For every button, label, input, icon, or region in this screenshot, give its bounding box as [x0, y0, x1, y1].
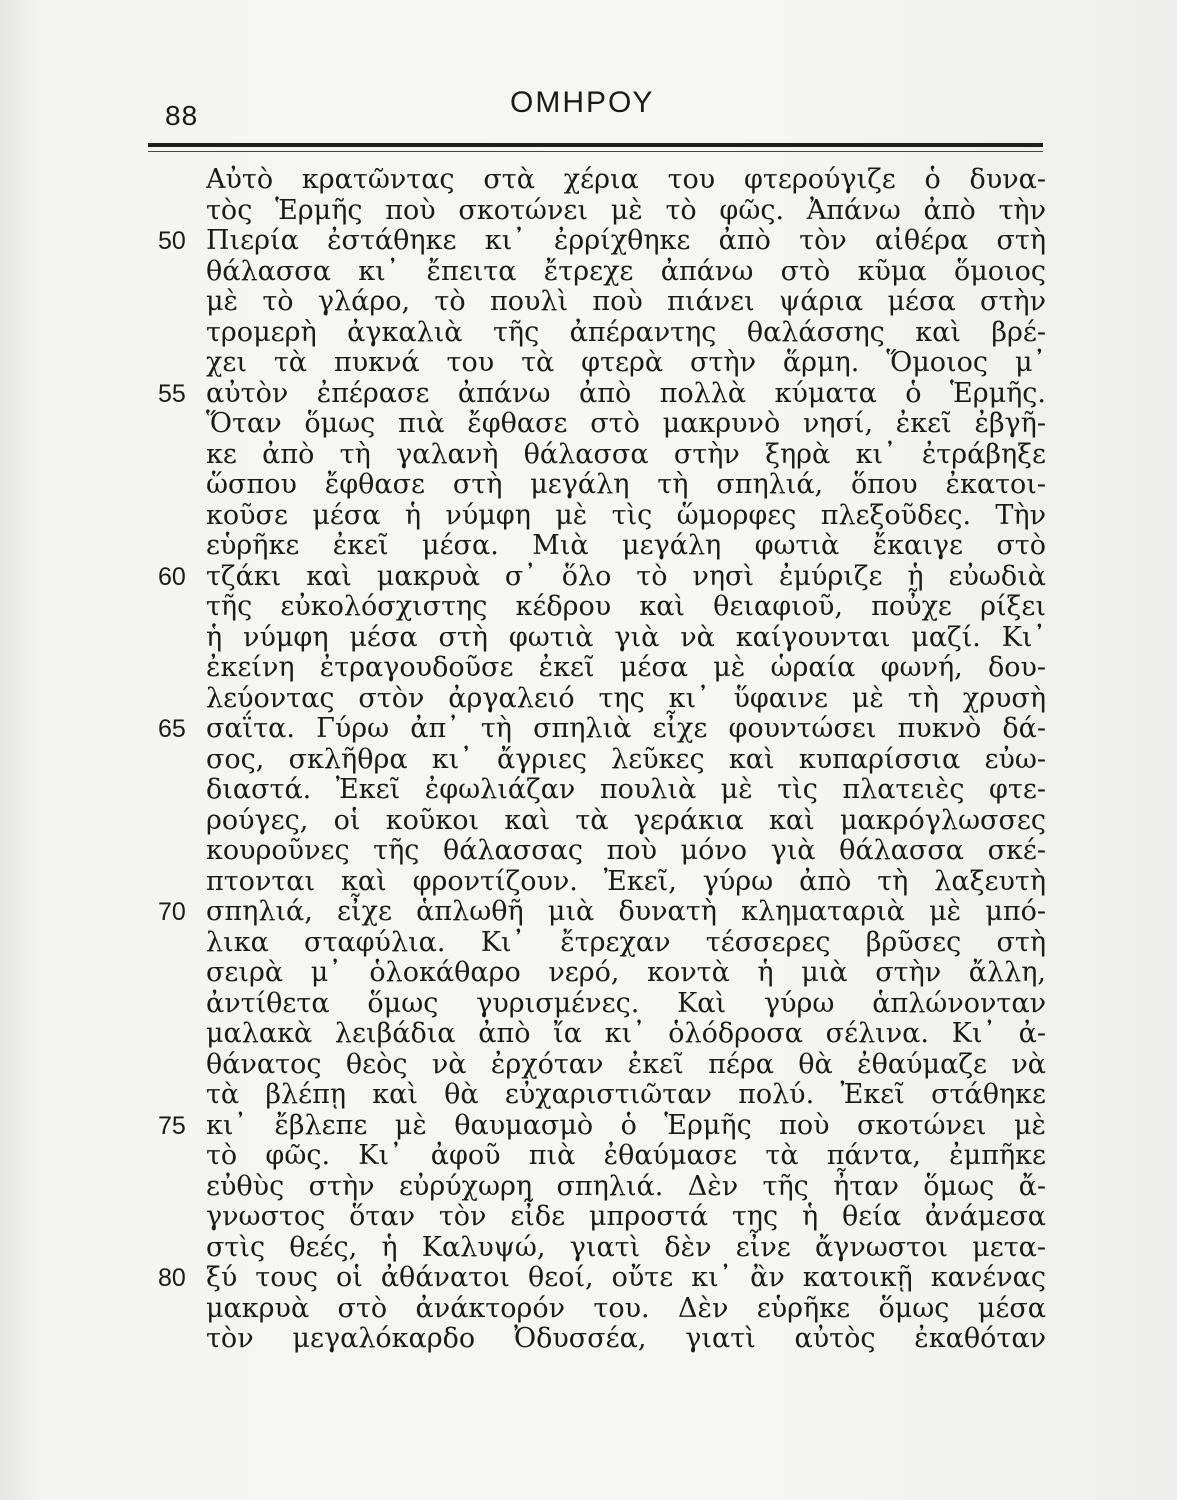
text-line: τὸν μεγαλόκαρδο Ὀδυσσέα, γιατὶ αὐτὸς ἐκαθόταν: [206, 1323, 1046, 1354]
text-line: πτονται καὶ φροντίζουν. Ἐκεῖ, γύρω ἀπὸ τὴ λαξευτὴ: [206, 865, 1046, 897]
text-line: Αὐτὸ κρατῶντας στὰ χέρια του φτερούγιζε ὁ δυνα-: [206, 164, 1046, 195]
text-line: κε ἀπὸ τὴ γαλανὴ θάλασσα στὴν ξηρὰ κι᾿ ἐτράβηξε: [206, 438, 1046, 470]
text-line: θάλασσα κι᾿ ἔπειτα ἔτρεχε ἀπάνω στὸ κῦμα ὅμοιος: [206, 255, 1046, 287]
text-line: θάνατος θεὸς νὰ ἐρχόταν ἐκεῖ πέρα θὰ ἐθαύμαζε νὰ: [206, 1048, 1046, 1080]
text-line: μαλακὰ λειβάδια ἀπὸ ἴα κι᾿ ὁλόδροσα σέλινα. Κι᾿ ἀ-: [206, 1018, 1046, 1049]
text-line: σπηλιά, εἶχε ἁπλωθῆ μιὰ δυνατὴ κληματαριὰ μὲ μπό-: [206, 896, 1046, 927]
text-line: σος, σκλῆθρα κι᾿ ἄγριες λεῦκες καὶ κυπαρίσσια εὐω-: [206, 743, 1046, 775]
text-line: διαστά. Ἐκεῖ ἐφωλιάζαν πουλιὰ μὲ τὶς πλατειὲς φτε-: [206, 774, 1046, 805]
text-line: τὸ φῶς. Κι᾿ ἀφοῦ πιὰ ἐθαύμασε τὰ πάντα, ἐμπῆκε: [206, 1140, 1046, 1171]
text-line: σειρὰ μ᾿ ὁλοκάθαρο νερό, κοντὰ ἡ μιὰ στὴν ἄλλη,: [206, 957, 1046, 988]
header-rule-thin: [148, 151, 1043, 152]
text-line: τὰ βλέπῃ καὶ θὰ εὐχαριστιῶταν πολύ. Ἐκεῖ στάθηκε: [206, 1079, 1046, 1110]
text-line: τζάκι καὶ μακρυὰ σ᾿ ὅλο τὸ νησὶ ἐμύριζε ἡ εὐωδιὰ: [206, 560, 1046, 592]
verse-line-number: 55: [158, 379, 186, 408]
verse-line-number: 75: [158, 1111, 186, 1140]
page-number: 88: [165, 100, 199, 131]
running-head: ΟΜΗΡΟΥ: [510, 86, 655, 119]
text-line: τὸς Ἑρμῆς ποὺ σκοτώνει μὲ τὸ φῶς. Ἀπάνω ἀπὸ τὴν: [206, 194, 1046, 226]
text-line: ρούγες, οἱ κοῦκοι καὶ τὰ γεράκια καὶ μακρόγλωσσες: [206, 804, 1046, 836]
text-line: αὐτὸν ἐπέρασε ἀπάνω ἀπὸ πολλὰ κύματα ὁ Ἑρμῆς.: [206, 377, 1046, 409]
verse-line-number: 80: [158, 1264, 186, 1292]
text-line: ἐκείνη ἐτραγουδοῦσε ἐκεῖ μέσα μὲ ὡραία φωνή, δου-: [206, 652, 1046, 683]
text-line: εὑρῆκε ἐκεῖ μέσα. Μιὰ μεγάλη φωτιὰ ἔκαιγε στὸ: [206, 530, 1046, 561]
text-line: ἀντίθετα ὅμως γυρισμένες. Καὶ γύρω ἁπλώνονταν: [206, 987, 1046, 1019]
text-line: Ὅταν ὅμως πιὰ ἔφθασε στὸ μακρυνὸ νησί, ἐκεῖ ἐβγῆ-: [206, 408, 1046, 439]
header-rule: [148, 143, 1043, 147]
verse-line-number: 50: [158, 227, 186, 255]
text-line: ἡ νύμφη μέσα στὴ φωτιὰ γιὰ νὰ καίγουνται μαζί. Κι᾿: [206, 621, 1046, 653]
text-line: εὐθὺς στὴν εὐρύχωρη σπηλιά. Δὲν τῆς ἦταν ὅμως ἄ-: [206, 1170, 1046, 1202]
text-line: κι᾿ ἔβλεπε μὲ θαυμασμὸ ὁ Ἑρμῆς ποὺ σκοτώνει μὲ: [206, 1109, 1046, 1141]
text-line: λικα σταφύλια. Κι᾿ ἔτρεχαν τέσσερες βρῦσες στὴ: [206, 926, 1046, 958]
verse-line-number: 65: [158, 715, 186, 743]
text-line: λεύοντας στὸν ἀργαλειό της κι᾿ ὕφαινε μὲ τὴ χρυσὴ: [206, 682, 1046, 714]
text-line: σαΐτα. Γύρω ἀπ᾿ τὴ σπηλιὰ εἶχε φουντώσει πυκνὸ δά-: [206, 713, 1046, 744]
text-line: κουροῦνες τῆς θάλασσας ποὺ μόνο γιὰ θάλασσα σκέ-: [206, 835, 1046, 866]
text-line: Πιερία ἐστάθηκε κι᾿ ἐρρίχθηκε ἀπὸ τὸν αἰθέρα στὴ: [206, 225, 1046, 256]
text-line: τρομερὴ ἀγκαλιὰ τῆς ἀπέραντης θαλάσσης καὶ βρέ-: [206, 316, 1046, 348]
text-line: τῆς εὐκολόσχιστης κέδρου καὶ θειαφιοῦ, ποὖχε ρίξει: [206, 591, 1046, 622]
verse-line-number: 70: [158, 898, 186, 926]
text-line: χει τὰ πυκνά του τὰ φτερὰ στὴν ἅρμη. Ὅμοιος μ᾿: [206, 347, 1046, 378]
text-line: γνωστος ὅταν τὸν εἶδε μπροστά της ἡ θεία ἀνάμεσα: [206, 1201, 1046, 1232]
verse-line-number: 60: [158, 562, 186, 591]
text-line: μὲ τὸ γλάρο, τὸ πουλὶ ποὺ πιάνει ψάρια μέσα στὴν: [206, 286, 1046, 317]
text-line: στὶς θεές, ἡ Καλυψώ, γιατὶ δὲν εἶνε ἄγνωστοι μετα-: [206, 1231, 1046, 1263]
text-line: ὥσπου ἔφθασε στὴ μεγάλη τὴ σπηλιά, ὅπου ἐκατοι-: [206, 469, 1046, 500]
text-line: μακρυὰ στὸ ἀνάκτορόν του. Δὲν εὑρῆκε ὅμως μέσα: [206, 1292, 1046, 1324]
text-line: κοῦσε μέσα ἡ νύμφη μὲ τὶς ὥμορφες πλεξοῦδες. Τὴν: [206, 499, 1046, 531]
text-line: ξύ τους οἱ ἀθάνατοι θεοί, οὔτε κι᾿ ἂν κατοικῇ κανένας: [206, 1262, 1046, 1293]
